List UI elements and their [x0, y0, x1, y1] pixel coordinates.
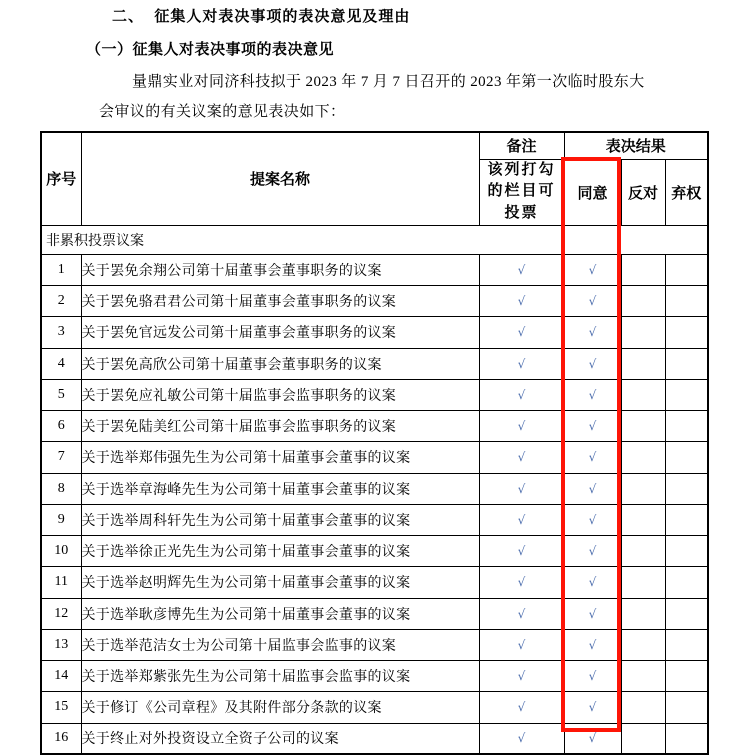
voting-table-body — [41, 225, 708, 754]
agree-check-cell — [564, 598, 621, 629]
proposal-row — [41, 536, 708, 567]
section-row-label: 非累积投票议案 — [41, 225, 708, 254]
proposal-title-cell: 关于终止对外投资设立全资子公司的议案 — [81, 723, 479, 754]
row-number-cell: 16 — [41, 723, 81, 754]
remark-check-cell — [479, 536, 564, 567]
abstain-check-cell — [665, 286, 708, 317]
agree-check-cell — [564, 348, 621, 379]
check-icon: √ — [588, 356, 597, 371]
col-header-seq: 序号 — [41, 132, 81, 225]
remark-check-cell — [479, 442, 564, 473]
row-number-cell: 12 — [41, 598, 81, 629]
check-icon: √ — [588, 731, 597, 746]
row-number-cell: 2 — [41, 286, 81, 317]
col-header-agree: 同意 — [564, 159, 621, 225]
row-number-cell: 15 — [41, 692, 81, 723]
proposal-row — [41, 598, 708, 629]
check-icon: √ — [588, 481, 597, 496]
abstain-check-cell — [665, 473, 708, 504]
agree-check-cell — [564, 473, 621, 504]
abstain-check-cell — [665, 536, 708, 567]
proposal-title-cell: 关于选举赵明辉先生为公司第十届董事会董事的议案 — [81, 567, 479, 598]
abstain-check-cell — [665, 379, 708, 410]
oppose-check-cell — [621, 348, 665, 379]
check-icon: √ — [517, 325, 526, 340]
check-icon: √ — [588, 700, 597, 715]
agree-check-cell — [564, 536, 621, 567]
proposal-row — [41, 379, 708, 410]
check-icon: √ — [517, 450, 526, 465]
oppose-check-cell — [621, 317, 665, 348]
remark-check-cell — [479, 598, 564, 629]
oppose-check-cell — [621, 473, 665, 504]
proposal-row — [41, 661, 708, 692]
abstain-check-cell — [665, 254, 708, 285]
proposal-row — [41, 254, 708, 285]
abstain-check-cell — [665, 692, 708, 723]
remark-check-cell — [479, 723, 564, 754]
table-header-row-1 — [41, 132, 708, 159]
proposal-row — [41, 692, 708, 723]
oppose-check-cell — [621, 254, 665, 285]
proposal-row — [41, 567, 708, 598]
remark-check-cell — [479, 567, 564, 598]
proposal-title-cell: 关于选举范洁女士为公司第十届监事会监事的议案 — [81, 629, 479, 660]
oppose-check-cell — [621, 379, 665, 410]
section-title: 二、 征集人对表决事项的表决意见及理由 — [112, 8, 411, 25]
check-icon: √ — [517, 700, 526, 715]
remark-check-cell — [479, 379, 564, 410]
col-header-result: 表决结果 — [564, 132, 708, 159]
proposal-title-cell: 关于修订《公司章程》及其附件部分条款的议案 — [81, 692, 479, 723]
remark-check-cell — [479, 317, 564, 348]
proposal-title-cell: 关于选举耿彦博先生为公司第十届董事会董事的议案 — [81, 598, 479, 629]
check-icon: √ — [517, 731, 526, 746]
remark-check-cell — [479, 411, 564, 442]
oppose-check-cell — [621, 723, 665, 754]
check-icon: √ — [588, 387, 597, 402]
col-header-remark-note: 该列打勾的栏目可投票 — [479, 159, 564, 225]
row-number-cell: 11 — [41, 567, 81, 598]
proposal-row — [41, 317, 708, 348]
proposal-title-cell: 关于罢免骆君君公司第十届董事会董事职务的议案 — [81, 286, 479, 317]
proposal-title-cell: 关于罢免应礼敏公司第十届监事会监事职务的议案 — [81, 379, 479, 410]
proposal-row — [41, 411, 708, 442]
col-header-proposal: 提案名称 — [81, 132, 479, 225]
oppose-check-cell — [621, 442, 665, 473]
oppose-check-cell — [621, 629, 665, 660]
remark-check-cell — [479, 629, 564, 660]
abstain-check-cell — [665, 598, 708, 629]
check-icon: √ — [588, 637, 597, 652]
remark-check-cell — [479, 286, 564, 317]
proposal-title-cell: 关于选举徐正光先生为公司第十届董事会董事的议案 — [81, 536, 479, 567]
oppose-check-cell — [621, 536, 665, 567]
row-number-cell: 7 — [41, 442, 81, 473]
voting-table — [40, 131, 709, 755]
oppose-check-cell — [621, 692, 665, 723]
agree-check-cell — [564, 317, 621, 348]
abstain-check-cell — [665, 442, 708, 473]
paragraph-line-2: 会审议的有关议案的意见表决如下： — [99, 104, 346, 120]
row-number-cell: 13 — [41, 629, 81, 660]
abstain-check-cell — [665, 661, 708, 692]
check-icon: √ — [588, 262, 597, 277]
subsection-title: （一）征集人对表决事项的表决意见 — [86, 41, 335, 58]
col-header-abstain: 弃权 — [665, 159, 708, 225]
proposal-row — [41, 723, 708, 754]
proposal-title-cell: 关于选举章海峰先生为公司第十届董事会董事的议案 — [81, 473, 479, 504]
proposal-row — [41, 473, 708, 504]
remark-check-cell — [479, 504, 564, 535]
proposal-title-cell: 关于选举郑紫张先生为公司第十届监事会监事的议案 — [81, 661, 479, 692]
check-icon: √ — [588, 512, 597, 527]
remark-check-cell — [479, 661, 564, 692]
oppose-check-cell — [621, 286, 665, 317]
col-header-oppose: 反对 — [621, 159, 665, 225]
proposal-title-cell: 关于罢免陆美红公司第十届监事会监事职务的议案 — [81, 411, 479, 442]
proposal-row — [41, 348, 708, 379]
row-number-cell: 1 — [41, 254, 81, 285]
check-icon: √ — [517, 262, 526, 277]
check-icon: √ — [517, 387, 526, 402]
proposal-title-cell: 关于罢免余翔公司第十届董事会董事职务的议案 — [81, 254, 479, 285]
remark-check-cell — [479, 348, 564, 379]
proposal-row — [41, 286, 708, 317]
check-icon: √ — [588, 544, 597, 559]
abstain-check-cell — [665, 567, 708, 598]
oppose-check-cell — [621, 661, 665, 692]
row-number-cell: 14 — [41, 661, 81, 692]
proposal-row — [41, 504, 708, 535]
check-icon: √ — [588, 450, 597, 465]
abstain-check-cell — [665, 723, 708, 754]
check-icon: √ — [517, 575, 526, 590]
check-icon: √ — [517, 669, 526, 684]
proposal-title-cell: 关于罢免高欣公司第十届董事会董事职务的议案 — [81, 348, 479, 379]
check-icon: √ — [517, 637, 526, 652]
agree-check-cell — [564, 286, 621, 317]
row-number-cell: 10 — [41, 536, 81, 567]
remark-check-cell — [479, 254, 564, 285]
abstain-check-cell — [665, 411, 708, 442]
proposal-title-cell: 关于选举周科轩先生为公司第十届董事会董事的议案 — [81, 504, 479, 535]
proposal-title-cell: 关于罢免官远发公司第十届董事会董事职务的议案 — [81, 317, 479, 348]
check-icon: √ — [588, 419, 597, 434]
proposal-row — [41, 442, 708, 473]
abstain-check-cell — [665, 348, 708, 379]
check-icon: √ — [517, 512, 526, 527]
abstain-check-cell — [665, 317, 708, 348]
row-number-cell: 8 — [41, 473, 81, 504]
check-icon: √ — [517, 544, 526, 559]
proposal-title-cell: 关于选举郑伟强先生为公司第十届董事会董事的议案 — [81, 442, 479, 473]
agree-check-cell — [564, 629, 621, 660]
check-icon: √ — [588, 325, 597, 340]
oppose-check-cell — [621, 411, 665, 442]
col-header-remark: 备注 — [479, 132, 564, 159]
oppose-check-cell — [621, 598, 665, 629]
row-number-cell: 9 — [41, 504, 81, 535]
check-icon: √ — [517, 294, 526, 309]
agree-check-cell — [564, 723, 621, 754]
agree-check-cell — [564, 254, 621, 285]
check-icon: √ — [517, 481, 526, 496]
row-number-cell: 3 — [41, 317, 81, 348]
oppose-check-cell — [621, 504, 665, 535]
row-number-cell: 6 — [41, 411, 81, 442]
agree-check-cell — [564, 567, 621, 598]
oppose-check-cell — [621, 567, 665, 598]
remark-check-cell — [479, 473, 564, 504]
check-icon: √ — [588, 575, 597, 590]
row-number-cell: 4 — [41, 348, 81, 379]
abstain-check-cell — [665, 629, 708, 660]
check-icon: √ — [517, 356, 526, 371]
check-icon: √ — [517, 606, 526, 621]
section-row — [41, 225, 708, 254]
agree-check-cell — [564, 504, 621, 535]
row-number-cell: 5 — [41, 379, 81, 410]
check-icon: √ — [517, 419, 526, 434]
agree-check-cell — [564, 442, 621, 473]
check-icon: √ — [588, 606, 597, 621]
check-icon: √ — [588, 669, 597, 684]
paragraph-line-1: 量鼎实业对同济科技拟于 2023 年 7 月 7 日召开的 2023 年第一次临时股东大 — [132, 74, 645, 90]
agree-check-cell — [564, 379, 621, 410]
remark-check-cell — [479, 692, 564, 723]
check-icon: √ — [588, 294, 597, 309]
abstain-check-cell — [665, 504, 708, 535]
agree-check-cell — [564, 692, 621, 723]
agree-check-cell — [564, 661, 621, 692]
proposal-row — [41, 629, 708, 660]
agree-check-cell — [564, 411, 621, 442]
